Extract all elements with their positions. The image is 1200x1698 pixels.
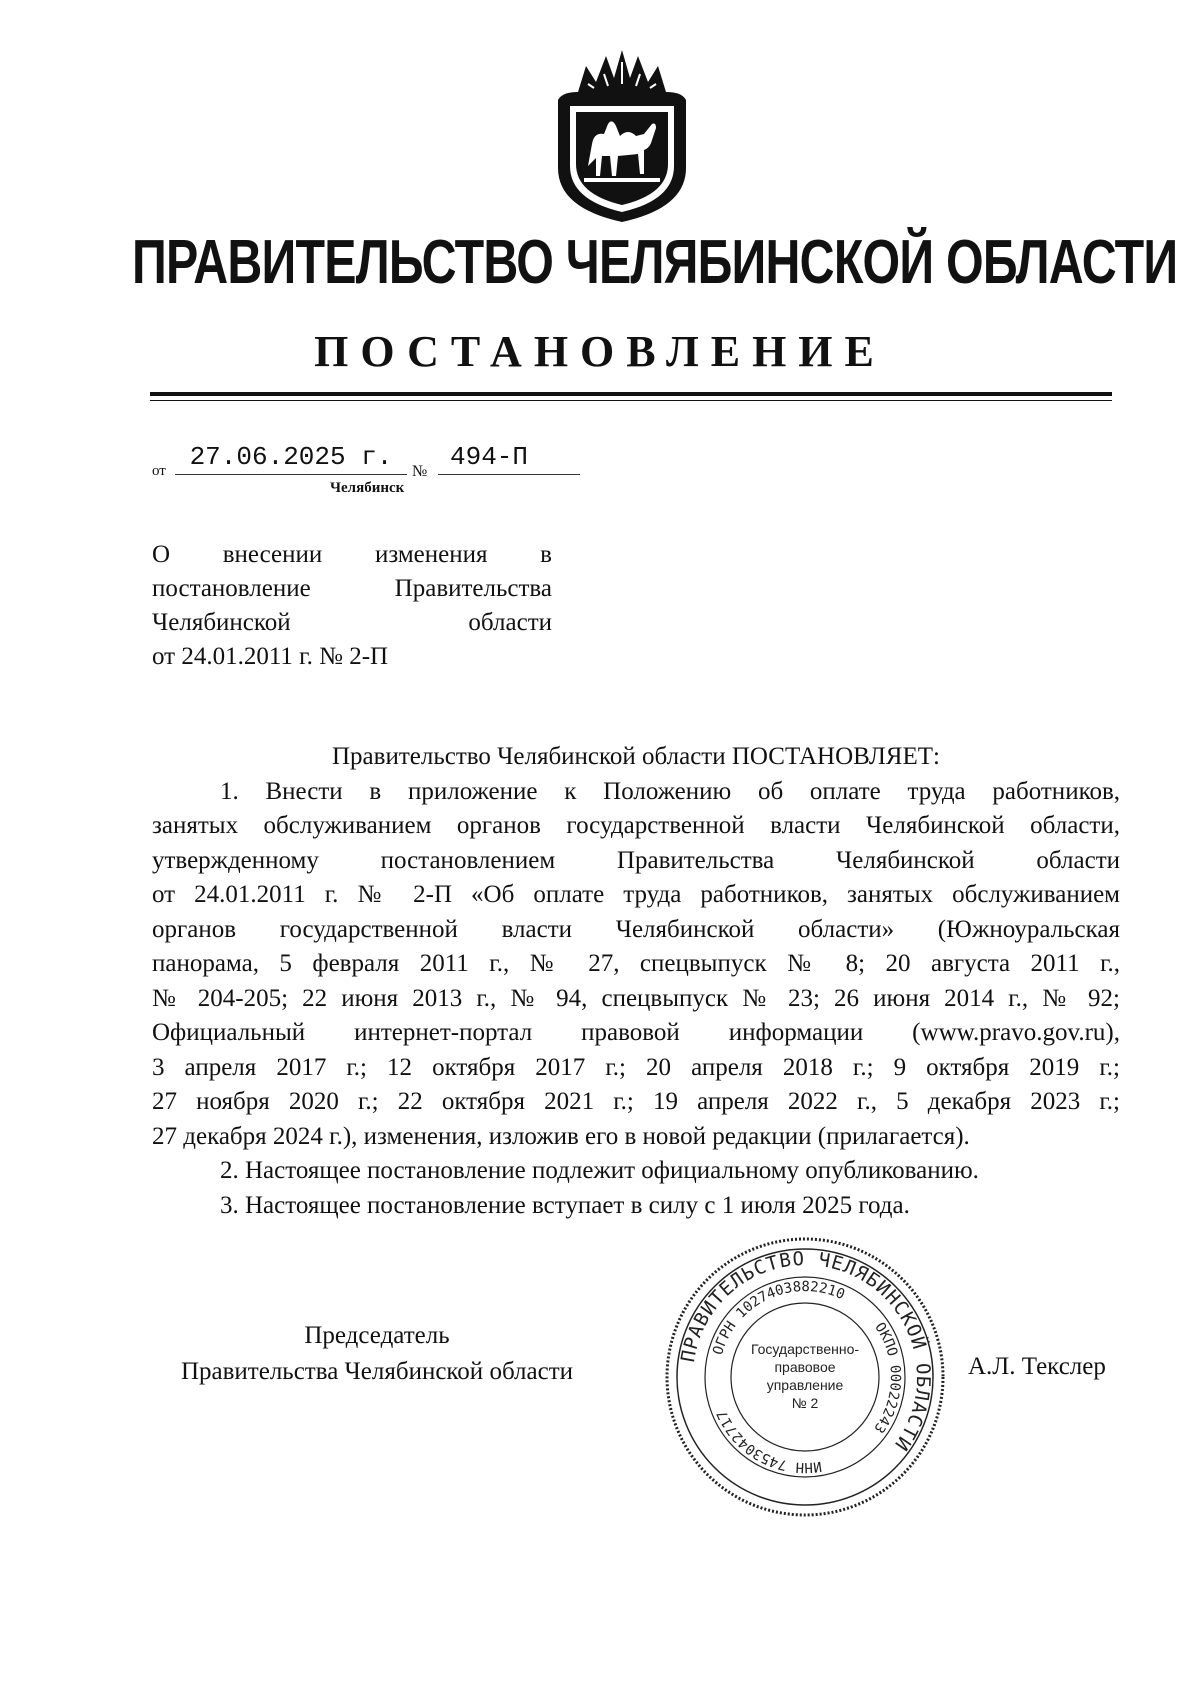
- subject-line: Челябинской области: [152, 609, 552, 636]
- seal-center-line: Государственно-: [750, 1341, 860, 1357]
- paragraph-1-line: 3 апреля 2017 г.; 12 октября 2017 г.; 20 апреля 2018 г.; 9 октября 2019 г.;: [152, 1053, 1120, 1081]
- paragraph-1-line: органов государственной власти Челябинской области» (Южноуральская: [152, 915, 1120, 943]
- coat-of-arms-icon: [548, 48, 696, 224]
- paragraph-2: 2. Настоящее постановление подлежит официальному опубликованию.: [220, 1157, 979, 1184]
- signatory-title-line: Правительства Челябинской области: [180, 1358, 574, 1385]
- signatory-title-line: Председатель: [304, 1322, 450, 1349]
- signatory-title: [152, 1318, 602, 1390]
- city-label: Челябинск: [330, 480, 405, 496]
- document-type: ПОСТАНОВЛЕНИЕ: [314, 327, 886, 376]
- seal-center-line: управление: [766, 1377, 844, 1393]
- preamble: Правительство Челябинской области ПОСТАНОВЛЯЕТ:: [332, 743, 940, 770]
- subject-line: О внесении изменения в: [152, 541, 552, 568]
- seal-center-line: правовое: [774, 1359, 836, 1375]
- header-rule-thin: [150, 400, 1112, 401]
- date-underline: [175, 474, 407, 475]
- subject-line: постановление Правительства: [152, 575, 552, 602]
- paragraph-1-line: № 204-205; 22 июня 2013 г., № 94, спецвыпуск № 23; 26 июня 2014 г., № 92;: [152, 984, 1120, 1012]
- document-date: 27.06.2025 г.: [189, 442, 393, 472]
- paragraph-1-line: от 24.01.2011 г. № 2-П «Об оплате труда работников, занятых обслуживанием: [152, 881, 1120, 908]
- official-seal-icon: [664, 1236, 946, 1518]
- paragraph-1-line: панорама, 5 февраля 2011 г., № 27, спецвыпуск № 8; 20 августа 2011 г.,: [152, 950, 1120, 977]
- subject-line: от 24.01.2011 г. № 2-П: [152, 643, 389, 670]
- seal-inn: ИНН 7453042717: [714, 1407, 823, 1476]
- paragraph-1-line: 1. Внести в приложение к Положению об оплате труда работников,: [220, 777, 1120, 805]
- header-rule-thick: [150, 392, 1112, 396]
- seal-center-line: № 2: [791, 1395, 819, 1411]
- paragraph-1-line: 27 ноября 2020 г.; 22 октября 2021 г.; 19 апреля 2022 г., 5 декабря 2023 г.;: [152, 1088, 1120, 1115]
- document-subject: [152, 538, 552, 674]
- seal-okpo: ОКПО 00022243: [870, 1319, 904, 1436]
- seal-ogrn: ОГРН 1027403882210: [710, 1278, 848, 1357]
- paragraph-1-line: 27 декабря 2024 г.), изменения, изложив его в новой редакции (прилагается).: [152, 1122, 970, 1150]
- paragraph-3: 3. Настоящее постановление вступает в силу с 1 июля 2025 года.: [220, 1191, 910, 1219]
- number-underline: [438, 474, 580, 475]
- paragraph-1-line: Официальный интернет-портал правовой информации (www.pravo.gov.ru),: [152, 1019, 1120, 1046]
- paragraph-1-line: занятых обслуживанием органов государственной власти Челябинской области,: [152, 812, 1120, 839]
- seal-outer-text: ПРАВИТЕЛЬСТВО ЧЕЛЯБИНСКОЙ ОБЛАСТИ: [676, 1247, 935, 1456]
- date-prefix-label: от: [152, 463, 166, 479]
- signatory-name: А.Л. Текслер: [968, 1353, 1106, 1380]
- document-number: 494-П: [450, 442, 529, 472]
- number-prefix-label: №: [412, 463, 428, 480]
- organization-title: ПРАВИТЕЛЬСТВО ЧЕЛЯБИНСКОЙ ОБЛАСТИ: [132, 228, 1178, 297]
- document-body: [152, 740, 1120, 1223]
- svg-text:ОКПО 00022243: [870, 1320, 903, 1436]
- paragraph-1-line: утвержденному постановлением Правительства Челябинской области: [152, 846, 1120, 874]
